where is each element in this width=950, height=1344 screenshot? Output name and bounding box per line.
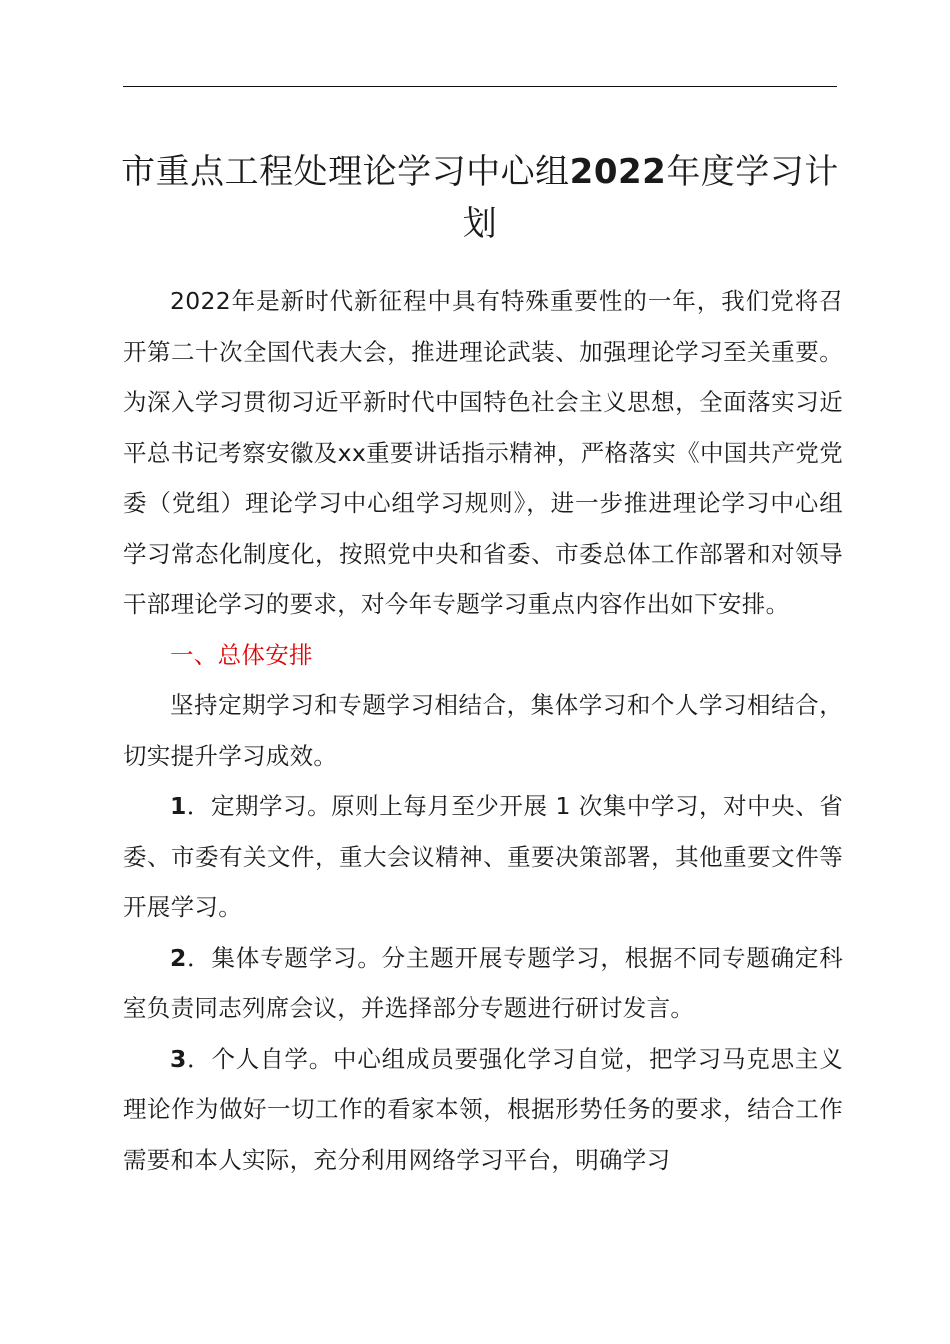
item-number: 2 [170, 943, 187, 972]
item-text: ．定期学习。原则上每月至少开展 1 次集中学习，对中央、省委、市委有关文件，重大会议精神、重要决策部署，其他重要文件等开展学习。 [123, 792, 843, 921]
item-number: 3 [170, 1044, 187, 1073]
title-year: 2022 [569, 152, 667, 192]
item-text: ．集体专题学习。分主题开展专题学习，根据不同专题确定科室负责同志列席会议，并选择部分专题进行研讨发言。 [123, 943, 843, 1022]
header-rule [123, 86, 837, 87]
list-item-1 [123, 781, 843, 933]
document-body [123, 276, 843, 1185]
title-suffix: 年度学习计划 [462, 152, 839, 244]
section-paragraph: 坚持定期学习和专题学习相结合，集体学习和个人学习相结合，切实提升学习成效。 [123, 691, 843, 770]
document-title [110, 146, 850, 250]
item-text: ．个人自学。中心组成员要强化学习自觉，把学习马克思主义理论作为做好一切工作的看家本领，根据形势任务的要求，结合工作需要和本人实际，充分利用网络学习平台，明确学习 [123, 1044, 843, 1174]
item-number: 1 [170, 792, 187, 820]
title-prefix: 市重点工程处理论学习中心组 [121, 152, 570, 192]
intro-paragraph: 2022年是新时代新征程中具有特殊重要性的一年，我们党将召开第二十次全国代表大会，推进理论武装、加强理论学习至关重要。为深入学习贯彻习近平新时代中国特色社会主义思想，全面落实习近平总书记考察安徽及xx重要讲话指示精神，严格落实《中国共产党党委（党组）理论学习中心组学习规则》，进一步推进理论学习中心组学习常态化制度化，按照党中央和省委、市委总体工作部署和对领导干部理论学习的要求，对今年专题学习重点内容作出如下安排。 [123, 287, 843, 618]
list-item-2 [123, 933, 843, 1034]
section-heading: 一、总体安排 [170, 640, 313, 669]
list-item-3 [123, 1034, 843, 1186]
